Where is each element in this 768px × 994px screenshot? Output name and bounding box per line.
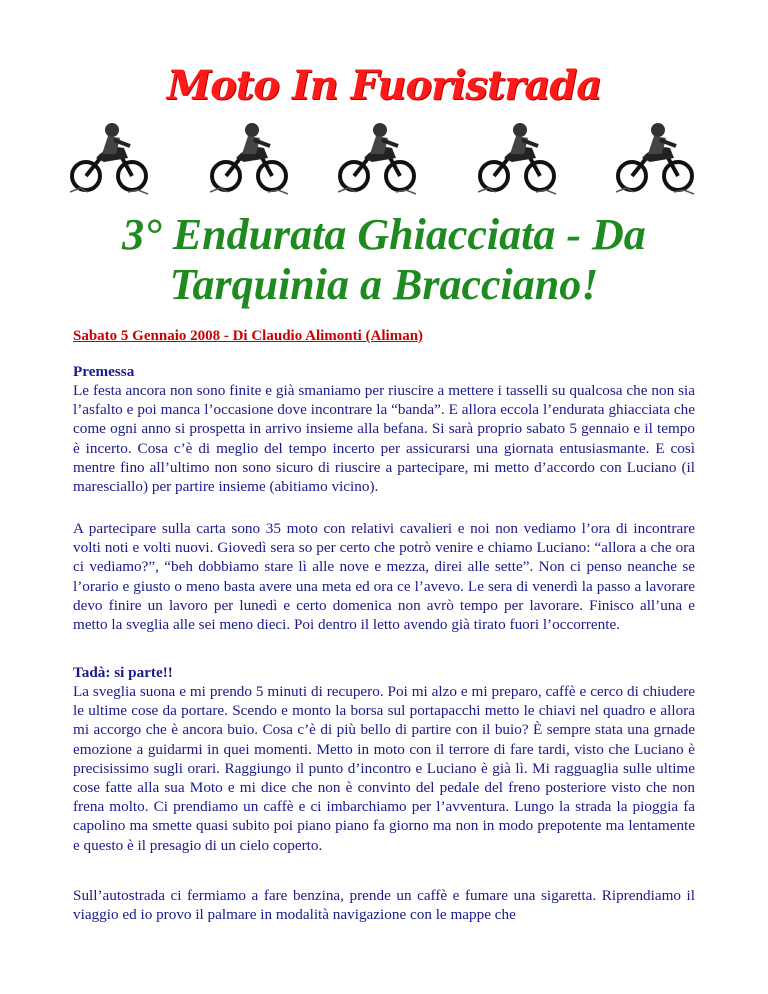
article-title-line2: Tarquinia a Bracciano!	[169, 260, 599, 309]
section-heading-premessa: Premessa	[73, 363, 135, 380]
article-title	[60, 210, 708, 310]
motorcycle-icon	[208, 118, 290, 196]
paragraph-autostrada: Sull’autostrada ci fermiamo a fare benzina, prende un caffè e fumare una sigaretta. Riprendiamo il viaggio ed io provo il palmare in modalità navigazione con le mappe che	[73, 887, 695, 924]
motorcycle-icon	[476, 118, 558, 196]
article-byline: Sabato 5 Gennaio 2008 - Di Claudio Alimonti (Aliman)	[73, 328, 424, 344]
paragraph-partenza: La sveglia suona e mi prendo 5 minuti di recupero. Poi mi alzo e mi preparo, caffè e cerco di chiudere le ultime cose da portare. Scendo e monto la borsa sul portapacchi metto le chiavi nel quadro e allora mi accorgo che è ancora buio. Cosa c’è di più bello di partire con il buio? È sempre stata una grnade emozione a guidarmi in quei momenti. Metto in moto con il terrore di fare tardi, visto che Luciano è precisissimo sugli orari. Raggiungo il punto d’incontro e Luciano è già lì. Mi ragguaglia sulle ultime cose fatte alla sua Moto e mi dice che non è convinto del pedale del freno posteriore visto che non frena molto. Ci prendiamo un caffè e ci imbarchiamo per l’avventura. Lungo la strada la pioggia fa capolino ma smette quasi subito poi piano piano fa giorno ma non in modo prepotente ma lentamente e questo è il presagio di un cielo coperto.	[73, 683, 695, 854]
section-heading-partenza: Tadà: si parte!!	[73, 664, 173, 681]
motorcycle-icon	[336, 118, 418, 196]
motorcycle-icon	[614, 118, 696, 196]
site-logo-title: Moto In Fuoristrada	[166, 62, 602, 109]
paragraph-premessa: Le festa ancora non sono finite e già smaniamo per riuscire a mettere i tasselli su qualcosa che non sia l’asfalto e poi manca l’occasione dove incontrare la “banda”. E allora eccola l’endurata ghiacciata che come ogni anno si prospetta in arrivo insieme alla befana. Si sarà proprio sabato 5 gennaio e il tempo è incerto. Cosa c’è di meglio del tempo incerto per assicurarsi una giornata entusiasmante. E così mentre fino all’ultimo non sono sicuro di riuscire a partecipare, mi metto d’accordo con Luciano (il maresciallo) per partire insieme (abitiamo vicino).	[73, 382, 695, 496]
motorcycle-icon	[68, 118, 150, 196]
motorcycle-banner	[68, 118, 708, 196]
article-title-line1: 3° Endurata Ghiacciata - Da	[122, 210, 646, 259]
paragraph-partecipanti: A partecipare sulla carta sono 35 moto con relativi cavalieri e noi non vediamo l’ora di incontrare volti noti e volti nuovi. Giovedì sera so per certo che potrò venire e chiamo Luciano: “allora a che ora ci vediamo?”, “beh dobbiamo stare lì alle nove e mezza, direi alle sette”. Non ci penso neanche se l’orario e giusto o meno basta avere una meta ed ora ce l’avevo. Le sera di venerdì la passo a lavorare devo finire un lavoro per lunedì e certo domenica non avrò tempo per lavorare. Finisco all’una e metto la sveglia alle sei meno dieci. Poi dentro il letto avendo già tirato fuori l’occorrente.	[73, 520, 695, 634]
